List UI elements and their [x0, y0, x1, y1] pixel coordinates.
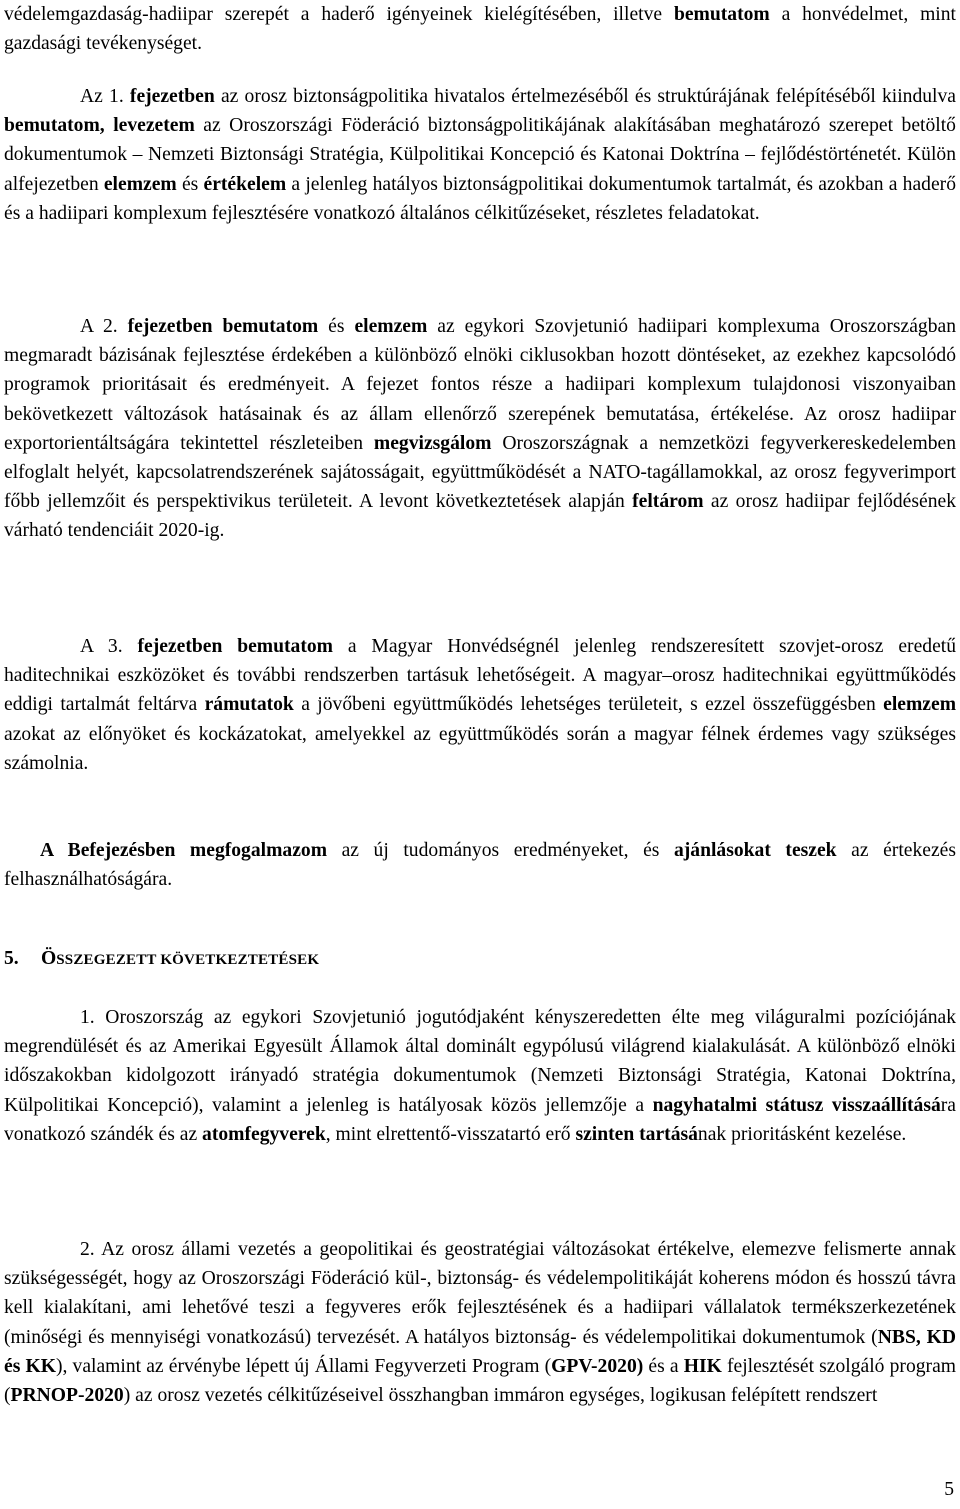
bold-text-run: PRNOP-2020	[10, 1385, 124, 1407]
text-run: és	[176, 173, 204, 195]
text-run: 2. Az orosz állami vezetés a geopolitikai és geostratégiai változásokat értékelve, elemezve felismerte annak szükségességét, hogy az Oroszországi Föderáció kül-, biztonság- és védelempolitikáját koherens módon és hosszú távra kell kialakítani, ami lehetővé teszi a fegyveres erők fejlesztésének és a hadiipari vállalatok termékszerkezetének (minőségi és mennyiségi vonatkozású) tervezését. A hatályos biztonság- és védelempolitikai dokumentumok (	[4, 1239, 956, 1348]
text-run: az új tudományos eredményeket, és	[327, 840, 674, 861]
paragraph-intro-continuation	[4, 0, 956, 58]
text-run: A 3.	[80, 636, 138, 657]
text-run: nak prioritásként kezelése.	[697, 1123, 907, 1145]
bold-text-run: megvizsgálom	[373, 432, 492, 454]
text-run: 1. Oroszország az egykori Szovjetunió jogutódjaként kényszeredetten élte meg világuralmi pozíciójának megrendülését és az Amerikai Egyesült Államok által dominált egypólusú világrend kialakulását. A különböző elnöki időszakokban kidolgozott irányadó stratégia dokumentumok (Nemzeti Biztonsági Stratégia, Katonai Doktrína, Külpolitikai Koncepció), valamint a jelenleg is hatályosak közös jellemzője a	[4, 1007, 956, 1116]
text-run: az egykori Szovjetunió hadiipari komplexuma Oroszországban megmaradt bázisának fejlesztése érdekében a különböző elnöki ciklusokban hozott döntéseket, az ezekhez kapcsolódó programok prioritásait és eredményeit. A fejezet fontos része a hadiipari komplexum tulajdonosi viszonyaiban bekövetkezett változások hatásainak és az állam ellenőrző szerepének bemutatása, értékelése. Az orosz hadiipar exportorientáltságára tekintettel részleteiben	[4, 316, 956, 454]
paragraph-finding-2	[4, 1235, 956, 1410]
text-run: és	[318, 316, 355, 337]
page-number: 5	[944, 1479, 954, 1500]
bold-text-run: atomfegyverek	[202, 1123, 326, 1145]
paragraph-chapter-2	[4, 312, 956, 546]
text-run: az Oroszországi Föderáció biztonságpolitikájának alakításában meghatározó szerepet betöltő dokumentumok – Nemzeti Biztonsági Stratégia, Külpolitikai Koncepció és Katonai Doktrína – fejlődéstörténetét. Külön alfejezetben	[4, 115, 956, 195]
text-run: A 2.	[80, 316, 128, 337]
paragraph-chapter-3	[4, 632, 956, 778]
bold-text-run: bemutatom, levezetem	[4, 115, 195, 137]
text-run: és a	[643, 1355, 684, 1377]
bold-text-run: fejezetben bemutatom	[127, 316, 319, 337]
section-number: 5.	[4, 948, 19, 969]
section-title-first-letter: Ö	[41, 948, 57, 969]
text-run: ra vonatkozó szándék és az	[4, 1094, 956, 1145]
text-run: fejlesztését szolgáló program (	[4, 1355, 957, 1407]
text-run: az orosz biztonságpolitika hivatalos értelmezéséből és struktúrájának felépítéséből kiindulva	[214, 86, 956, 107]
text-run: Az 1.	[80, 86, 130, 107]
bold-text-run: HIK	[683, 1355, 722, 1377]
bold-text-run: ajánlásokat teszek	[673, 840, 837, 861]
paragraph-finding-1	[4, 1003, 956, 1149]
bold-text-run: rámutatok	[204, 694, 294, 716]
bold-text-run: értékelem	[203, 173, 287, 195]
text-run: az értekezés felhasználhatóságára.	[4, 840, 956, 891]
bold-text-run: fejezetben bemutatom	[137, 636, 333, 657]
text-run: az orosz hadiipar fejlődésének várható tendenciáit 2020-ig.	[4, 491, 956, 542]
bold-text-run: GPV-2020)	[551, 1355, 644, 1377]
bold-text-run: A Befejezésben megfogalmazom	[40, 840, 328, 861]
bold-text-run: fejezetben	[129, 86, 215, 107]
bold-text-run: elemzem	[103, 173, 177, 195]
bold-text-run: elemzem	[354, 316, 428, 337]
paragraph-chapter-1	[4, 82, 956, 228]
text-run: védelemgazdaság-hadiipar szerepét a haderő igényeinek kielégítésében, illetve	[4, 4, 674, 25]
text-run: , mint elrettentő-visszatartó erő	[325, 1123, 576, 1145]
text-run: azokat az előnyöket és kockázatokat, amelyekkel az együttműködés során a magyar félnek érdemes vagy szükséges számolnia.	[4, 723, 956, 774]
text-run: a jelenleg hatályos biztonságpolitikai dokumentumok tartalmát, és azokban a haderő és a hadiipari komplexum fejlesztésére vonatkozó általános célkitűzéseket, részletes feladatokat.	[4, 173, 956, 224]
text-run: a Magyar Honvédségnél jelenleg rendszeresített szovjet-orosz eredetű haditechnikai eszközöket és további rendszerben tartásuk lehetőségeit. A magyar–orosz haditechnikai együttműködés eddigi tartalmát feltárva	[4, 636, 957, 716]
bold-text-run: szinten tartásá	[575, 1123, 698, 1145]
section-heading	[4, 944, 956, 975]
bold-text-run: elemzem	[883, 694, 957, 716]
paragraph-conclusion	[4, 836, 956, 894]
bold-text-run: feltárom	[632, 491, 704, 513]
section-title-rest: SSZEGEZETT KÖVETKEZTETÉSEK	[56, 952, 320, 968]
text-run: ) az orosz vezetés célkitűzéseivel összhangban immáron egységes, logikusan felépített rendszert	[123, 1385, 878, 1407]
text-run: a jövőbeni együttműködés lehetséges területeit, s ezzel összefüggésben	[293, 694, 884, 716]
bold-text-run: bemutatom	[673, 4, 770, 25]
text-run: a honvédelmet, mint gazdasági tevékenységet.	[4, 4, 956, 55]
bold-text-run: nagyhatalmi státusz visszaállításá	[652, 1094, 941, 1116]
text-run: Oroszországnak a nemzetközi fegyverkereskedelemben elfoglalt helyét, kapcsolatrendszerének sajátosságait, együttműködését a NATO-tagállamokkal, az orosz fegyverimport főbb jellemzőit és perspektivikus területeit. A levont következtetések alapján	[4, 432, 956, 513]
bold-text-run: NBS, KD és KK	[4, 1326, 956, 1377]
text-run: ), valamint az érvénybe lépett új Állami Fegyverzeti Program (	[55, 1355, 552, 1377]
